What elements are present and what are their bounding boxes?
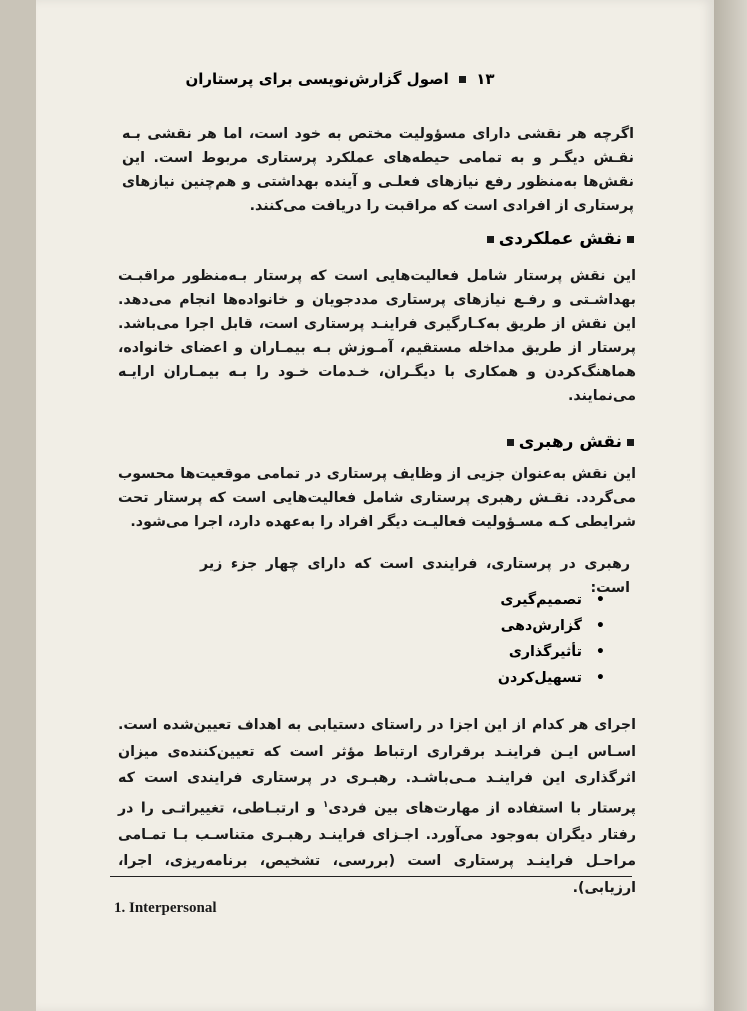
footnote: 1. Interpersonal [114,900,217,916]
closing-paragraph [118,712,636,901]
square-bullet-icon [487,236,494,243]
page-number: ۱۳ [476,70,495,88]
page-edge-shadow [714,0,747,1011]
intro-paragraph: اگرچه هر نقشی دارای مسؤولیت مختص به خود است، اما هر نقشی بـه نقـش دیگـر و به تمامی حیطه‌های عملکرد پرستاری مربوط است. این نقش‌ها به‌منظور رفع نیازهای فعلـی و آینده بهداشتی و هم‌چنین نیازهای پرستاری از افرادی است که مراقبت را دریافت می‌کنند. [122,126,634,214]
leadership-list-intro: رهبری در پرستاری، فرایندی است که دارای چهار جزء زیر است: [200,556,630,596]
running-title: اصول گزارش‌نویسی برای پرستاران [185,70,449,88]
footnote-divider [110,876,632,877]
list-item: • تصمیم‌گیری [405,587,605,613]
functional-paragraph: این نقش پرستار شامل فعالیت‌هایی است که پرستار بـه‌منظور مراقبـت بهداشـتی و رفـع نیازهای پرستاری مددجویان و خانواده‌ها انجام می‌دهد. این نقش از طریق به‌کـارگیری فراینـد پرستاری است، قابل اجرا می‌باشد. پرستار از طریق مداخله مستقیم، آمـوزش بـه بیمـاران و اعضای خانواده، هماهنگ‌کردن و همکاری با دیگـران، خـدمات خـود را بـه بیمـاران ارایـه می‌نمایند. [118,268,636,404]
footnote-reference: ۱ [322,799,329,810]
closing-text-part1: اجرای هر کدام از این اجزا در راستای دستیابی به اهداف تعیین‌شده است. اسـاس ایـن فراینـد برقراری ارتباط مؤثر است که تعیین‌کننده‌ی میزان اثرگذاری این فراینـد مـی‌باشـد. رهبـری در پرستاری فرایندی است که پرستار با استفاده از مهارت‌های بین فردی [118,717,636,817]
header-bullet-icon [459,76,466,83]
square-bullet-icon [507,439,514,446]
leadership-paragraph: این نقش به‌عنوان جزیی از وظایف پرستاری در تمامی موقعیت‌ها محسوب می‌گردد. نقـش رهبری پرستاری شامل فعالیت‌هایی است که پرستار تحت شرایطی کـه مسـؤولیت فعالیـت دیگر افراد را به‌عهده دارد، اجرا می‌شود. [118,466,636,530]
leadership-components-list [405,587,605,691]
running-header [170,70,510,88]
square-bullet-icon [627,439,634,446]
section-heading-leadership [339,432,639,452]
list-item: • گزارش‌دهی [405,613,605,639]
section-heading-functional [339,229,639,249]
closing-text-part2: و ارتبـاطی، تغییراتـی را در رفتار دیگران به‌وجود می‌آورد. اجـزای فراینـد رهبـری متناسـب بـا تمـامی مراحـل فراینـد پرستاری است (بررسی، تشخیص، برنامه‌ریزی، اجرا، ارزیابی). [118,800,636,896]
heading-text: نقش رهبری [518,432,622,452]
heading-text: نقش عملکردی [498,229,622,249]
square-bullet-icon [627,236,634,243]
list-item: • تسهیل‌کردن [405,665,605,691]
list-item: • تأثیرگذاری [405,639,605,665]
